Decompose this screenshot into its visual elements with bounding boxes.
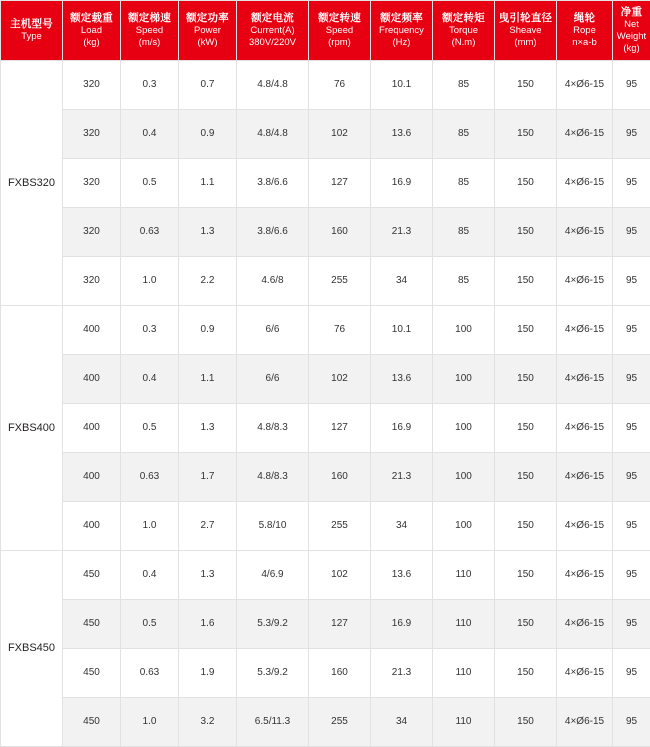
table-cell: 95 <box>613 550 650 599</box>
table-cell: 150 <box>495 354 557 403</box>
table-cell: 450 <box>63 648 121 697</box>
column-header-en: Load <box>64 25 119 37</box>
table-row <box>1 550 650 599</box>
column-header-en: Sheave <box>496 25 555 37</box>
table-cell: 4×Ø6-15 <box>557 207 613 256</box>
table-cell: 0.9 <box>179 109 237 158</box>
table-cell: 85 <box>433 256 495 305</box>
table-cell: 34 <box>371 256 433 305</box>
table-cell: 450 <box>63 697 121 746</box>
column-header-en: Power <box>180 25 235 37</box>
table-cell: 0.4 <box>121 550 179 599</box>
column-header-unit: 380V/220V <box>238 37 307 49</box>
column-header-3 <box>179 1 237 61</box>
table-header <box>1 1 650 61</box>
table-cell: 1.0 <box>121 501 179 550</box>
table-cell: 127 <box>309 403 371 452</box>
column-header-unit: (mm) <box>496 37 555 49</box>
table-cell: 95 <box>613 697 650 746</box>
table-cell: 1.3 <box>179 550 237 599</box>
table-cell: 4×Ø6-15 <box>557 109 613 158</box>
table-cell: 160 <box>309 207 371 256</box>
table-cell: 85 <box>433 109 495 158</box>
table-cell: 400 <box>63 501 121 550</box>
table-cell: 110 <box>433 550 495 599</box>
table-cell: 95 <box>613 599 650 648</box>
column-header-5 <box>309 1 371 61</box>
table-cell: 13.6 <box>371 109 433 158</box>
table-cell: 1.0 <box>121 256 179 305</box>
table-cell: 110 <box>433 599 495 648</box>
table-cell: 4×Ø6-15 <box>557 550 613 599</box>
table-cell: 100 <box>433 452 495 501</box>
table-body <box>1 60 650 746</box>
table-cell: 0.9 <box>179 305 237 354</box>
column-header-cn: 绳轮 <box>558 12 611 25</box>
table-cell: 4×Ø6-15 <box>557 501 613 550</box>
table-cell: 0.3 <box>121 305 179 354</box>
table-row <box>1 697 650 746</box>
table-cell: 4×Ø6-15 <box>557 256 613 305</box>
table-cell: 34 <box>371 501 433 550</box>
table-cell: 150 <box>495 109 557 158</box>
table-cell: 400 <box>63 354 121 403</box>
table-cell: 150 <box>495 599 557 648</box>
column-header-en: Speed <box>310 25 369 37</box>
column-header-unit: (kg) <box>64 37 119 49</box>
table-cell: 4×Ø6-15 <box>557 452 613 501</box>
table-cell: 0.7 <box>179 60 237 109</box>
column-header-en: Current(A) <box>238 25 307 37</box>
header-row <box>1 1 650 61</box>
table-cell: 5.8/10 <box>237 501 309 550</box>
table-cell: 95 <box>613 109 650 158</box>
column-header-cn: 主机型号 <box>2 18 61 31</box>
table-row <box>1 648 650 697</box>
table-row <box>1 305 650 354</box>
table-cell: 100 <box>433 501 495 550</box>
column-header-cn: 净重 <box>614 6 649 19</box>
column-header-0 <box>1 1 63 61</box>
table-cell: 0.5 <box>121 158 179 207</box>
table-cell: 85 <box>433 158 495 207</box>
column-header-9 <box>557 1 613 61</box>
table-cell: 0.63 <box>121 207 179 256</box>
column-header-8 <box>495 1 557 61</box>
table-cell: 127 <box>309 158 371 207</box>
table-cell: 1.3 <box>179 403 237 452</box>
table-cell: 150 <box>495 305 557 354</box>
table-cell: 85 <box>433 207 495 256</box>
column-header-en: Speed <box>122 25 177 37</box>
table-cell: 450 <box>63 550 121 599</box>
table-cell: 1.9 <box>179 648 237 697</box>
table-cell: 127 <box>309 599 371 648</box>
table-row <box>1 158 650 207</box>
column-header-cn: 额定转速 <box>310 12 369 25</box>
table-cell: 160 <box>309 648 371 697</box>
table-cell: 3.8/6.6 <box>237 158 309 207</box>
table-cell: 4.8/8.3 <box>237 403 309 452</box>
table-cell: 0.4 <box>121 109 179 158</box>
table-cell: 150 <box>495 207 557 256</box>
column-header-cn: 额定载重 <box>64 12 119 25</box>
table-cell: 95 <box>613 452 650 501</box>
column-header-1 <box>63 1 121 61</box>
table-row <box>1 452 650 501</box>
table-cell: 4×Ø6-15 <box>557 648 613 697</box>
column-header-cn: 额定功率 <box>180 12 235 25</box>
model-cell: FXBS320 <box>1 60 63 305</box>
table-cell: 1.1 <box>179 158 237 207</box>
table-row <box>1 599 650 648</box>
table-cell: 400 <box>63 305 121 354</box>
table-cell: 21.3 <box>371 648 433 697</box>
column-header-cn: 曳引轮直径 <box>496 12 555 25</box>
table-cell: 150 <box>495 60 557 109</box>
table-cell: 5.3/9.2 <box>237 648 309 697</box>
table-cell: 10.1 <box>371 305 433 354</box>
table-cell: 4×Ø6-15 <box>557 60 613 109</box>
table-cell: 320 <box>63 207 121 256</box>
column-header-4 <box>237 1 309 61</box>
column-header-unit: (N.m) <box>434 37 493 49</box>
table-cell: 110 <box>433 697 495 746</box>
column-header-unit: (kW) <box>180 37 235 49</box>
table-cell: 4×Ø6-15 <box>557 158 613 207</box>
table-cell: 400 <box>63 452 121 501</box>
table-cell: 4×Ø6-15 <box>557 305 613 354</box>
table-cell: 1.0 <box>121 697 179 746</box>
table-cell: 320 <box>63 158 121 207</box>
column-header-6 <box>371 1 433 61</box>
table-cell: 4.8/4.8 <box>237 109 309 158</box>
table-cell: 150 <box>495 256 557 305</box>
table-cell: 95 <box>613 256 650 305</box>
table-cell: 95 <box>613 501 650 550</box>
table-cell: 4×Ø6-15 <box>557 697 613 746</box>
column-header-unit: (kg) <box>614 43 649 55</box>
table-cell: 160 <box>309 452 371 501</box>
table-cell: 4/6.9 <box>237 550 309 599</box>
table-cell: 10.1 <box>371 60 433 109</box>
table-cell: 6.5/11.3 <box>237 697 309 746</box>
table-cell: 102 <box>309 550 371 599</box>
table-cell: 100 <box>433 403 495 452</box>
table-cell: 4×Ø6-15 <box>557 354 613 403</box>
table-cell: 150 <box>495 648 557 697</box>
table-cell: 76 <box>309 60 371 109</box>
column-header-unit: (Hz) <box>372 37 431 49</box>
table-cell: 6/6 <box>237 305 309 354</box>
table-cell: 4×Ø6-15 <box>557 403 613 452</box>
table-cell: 150 <box>495 403 557 452</box>
table-cell: 95 <box>613 648 650 697</box>
table-cell: 150 <box>495 158 557 207</box>
column-header-en: Torque <box>434 25 493 37</box>
table-cell: 102 <box>309 109 371 158</box>
table-cell: 150 <box>495 697 557 746</box>
table-cell: 102 <box>309 354 371 403</box>
model-cell: FXBS400 <box>1 305 63 550</box>
table-cell: 16.9 <box>371 403 433 452</box>
table-cell: 76 <box>309 305 371 354</box>
table-cell: 0.63 <box>121 452 179 501</box>
column-header-cn: 额定频率 <box>372 12 431 25</box>
table-cell: 3.2 <box>179 697 237 746</box>
table-cell: 1.1 <box>179 354 237 403</box>
table-row <box>1 403 650 452</box>
table-cell: 34 <box>371 697 433 746</box>
table-cell: 2.2 <box>179 256 237 305</box>
table-cell: 3.8/6.6 <box>237 207 309 256</box>
table-cell: 110 <box>433 648 495 697</box>
table-cell: 21.3 <box>371 207 433 256</box>
table-cell: 5.3/9.2 <box>237 599 309 648</box>
table-cell: 255 <box>309 697 371 746</box>
table-cell: 95 <box>613 354 650 403</box>
table-cell: 100 <box>433 305 495 354</box>
column-header-cn: 额定电流 <box>238 12 307 25</box>
table-cell: 4.8/4.8 <box>237 60 309 109</box>
column-header-10 <box>613 1 650 61</box>
table-cell: 1.7 <box>179 452 237 501</box>
table-cell: 255 <box>309 501 371 550</box>
table-cell: 95 <box>613 60 650 109</box>
table-cell: 95 <box>613 158 650 207</box>
table-row <box>1 354 650 403</box>
table-cell: 1.3 <box>179 207 237 256</box>
table-cell: 100 <box>433 354 495 403</box>
table-cell: 6/6 <box>237 354 309 403</box>
table-cell: 1.6 <box>179 599 237 648</box>
table-cell: 0.3 <box>121 60 179 109</box>
table-cell: 0.5 <box>121 403 179 452</box>
table-cell: 85 <box>433 60 495 109</box>
table-cell: 400 <box>63 403 121 452</box>
table-cell: 255 <box>309 256 371 305</box>
table-cell: 150 <box>495 501 557 550</box>
column-header-cn: 额定梯速 <box>122 12 177 25</box>
column-header-en: Rope <box>558 25 611 37</box>
column-header-unit: n×a-b <box>558 37 611 49</box>
column-header-en: Type <box>2 31 61 43</box>
table-cell: 95 <box>613 305 650 354</box>
table-cell: 4.8/8.3 <box>237 452 309 501</box>
table-cell: 450 <box>63 599 121 648</box>
column-header-2 <box>121 1 179 61</box>
table-row <box>1 207 650 256</box>
column-header-unit: (rpm) <box>310 37 369 49</box>
table-row <box>1 501 650 550</box>
table-cell: 0.63 <box>121 648 179 697</box>
column-header-unit: (m/s) <box>122 37 177 49</box>
table-cell: 13.6 <box>371 550 433 599</box>
table-cell: 150 <box>495 452 557 501</box>
model-cell: FXBS450 <box>1 550 63 746</box>
table-row <box>1 60 650 109</box>
table-cell: 95 <box>613 403 650 452</box>
table-cell: 13.6 <box>371 354 433 403</box>
table-cell: 4.6/8 <box>237 256 309 305</box>
table-cell: 320 <box>63 109 121 158</box>
table-cell: 150 <box>495 550 557 599</box>
column-header-7 <box>433 1 495 61</box>
table-cell: 16.9 <box>371 158 433 207</box>
table-cell: 320 <box>63 256 121 305</box>
column-header-en: Net Weight <box>614 19 649 43</box>
table-cell: 16.9 <box>371 599 433 648</box>
table-cell: 4×Ø6-15 <box>557 599 613 648</box>
table-row <box>1 256 650 305</box>
table-cell: 2.7 <box>179 501 237 550</box>
table-cell: 0.4 <box>121 354 179 403</box>
table-cell: 21.3 <box>371 452 433 501</box>
column-header-en: Frequency <box>372 25 431 37</box>
table-cell: 320 <box>63 60 121 109</box>
table-cell: 95 <box>613 207 650 256</box>
table-cell: 0.5 <box>121 599 179 648</box>
table-row <box>1 109 650 158</box>
column-header-cn: 额定转矩 <box>434 12 493 25</box>
